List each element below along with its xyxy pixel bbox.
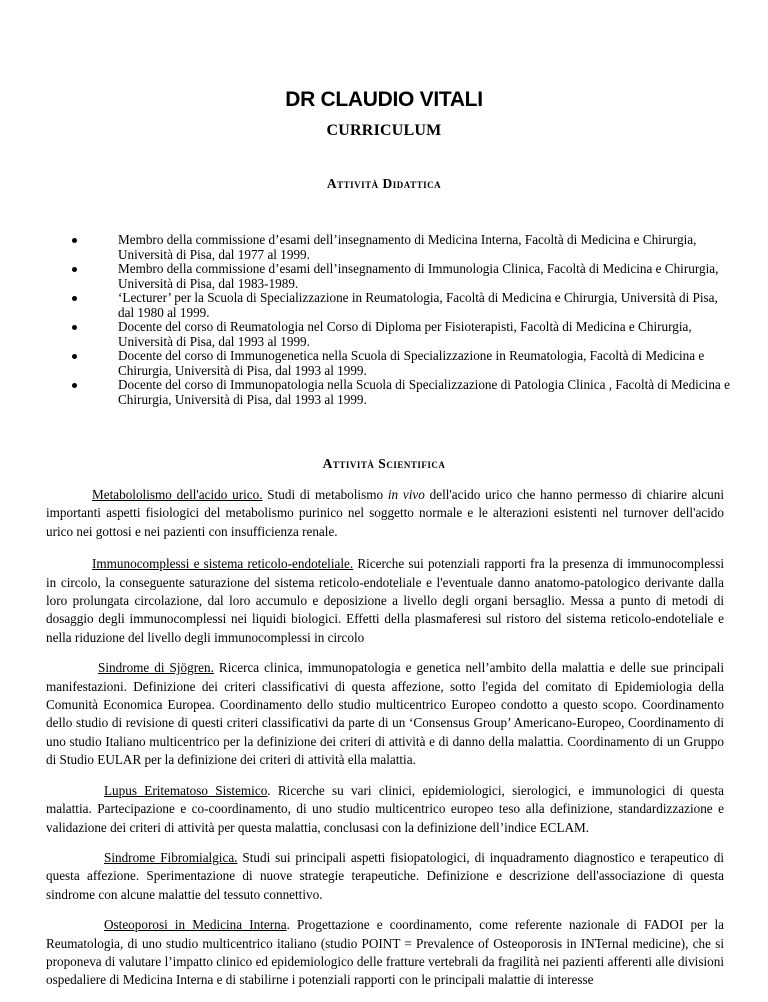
document-title: DR CLAUDIO VITALI (285, 88, 483, 111)
bullet-icon (72, 238, 77, 243)
list-item (72, 233, 732, 262)
paragraph-heading: Osteoporosi in Medicina Interna (104, 917, 287, 933)
bullet-icon (72, 354, 77, 359)
paragraph-text: Studi sui principali aspetti fisiopatologici, di inquadramento diagnostico e terapeutico di questa affezione. Sperimentazione di nuove strategie terapeutiche. Definizione e descrizione dell'associazione di questa sindrome con alcune malattie del tessuto connettivo. (46, 849, 724, 902)
paragraph-acido-urico (46, 486, 724, 541)
list-item-text: Docente del corso di Immunopatologia nella Scuola di Specializzazione di Patologia Clinica , Facoltà di Medicina e Chirurgia, Università di Pisa, dal 1993 al 1999. (118, 377, 730, 407)
paragraph-immunocomplessi (46, 555, 724, 647)
bullet-icon (72, 296, 77, 301)
paragraph-text: dell'acido urico che hanno permesso di chiarire alcuni importanti aspetti fisiologici del metabolismo purinico nel soggetto normale e le alterazioni esistenti nel turnover dell'acido urico nei gottosi e nei pazienti con insufficienza renale. (46, 487, 724, 539)
bullet-icon (72, 267, 77, 272)
paragraph-text: Ricerca clinica, immunopatologia e genetica nell’ambito della malattia e delle sue principali manifestazioni. Definizione dei criteri classificativi di questa affezione, sotto l'egida del comitato di Epidemiologia della Comunità Economica Europea. Coordinamento dello studio multicentrico Europeo condotto a questo scopo. Coordinamento dello studio di revisione di questi criteri classificativi da parte di un ‘Consensus Group’ Americano-Europeo, Coordinamento di uno studio Italiano multicentrico per la definizione dei criteri di attività e di danno della malattia. Coordinamento di un Gruppo di Studio EULAR per la definizione dei criteri di attività ella malattia. (46, 660, 724, 768)
paragraph-text: Ricerche sui potenziali rapporti fra la presenza di immunocomplessi in circolo, la conseguente saturazione del sistema reticolo-endoteliale e l'eventuale danno anatomo-patologico derivante dalla loro prolungata circolazione, dal loro accumulo e deposizione a livello degli organi bersaglio. Messa a punto di metodi di dosaggio degli immunocomplessi nei liquidi biologici. Effetti della plasmaferesi sul ristoro del sistema reticolo-endoteliale e nella riduzione del livello degli immunocomplessi in circolo (46, 556, 724, 645)
list-item-text: Docente del corso di Reumatologia nel Corso di Diploma per Fisioterapisti, Facoltà di Medicina e Chirurgia, Università di Pisa, dal 1993 al 1999. (118, 319, 692, 349)
paragraph-text: . Ricerche su vari clinici, epidemiologici, sierologici, e immunologici di questa malattia. Partecipazione e co-coordinamento, di uno studio multicentrico europeo teso alla definizione, standardizzazione e validazione dei criteri di attività per questa malattia, conclusasi con la definizione dell’indice ECLAM. (46, 782, 724, 835)
section-heading-didattica: Attività Didattica (326, 176, 442, 191)
paragraph-heading: Sindrome di Sjögren. (98, 660, 214, 676)
list-item (72, 320, 732, 349)
document-subtitle: CURRICULUM (326, 122, 442, 139)
paragraph-fibromialgica (46, 849, 724, 904)
scientifica-body (46, 486, 724, 1002)
list-item-text: ‘Lecturer’ per la Scuola di Specializzazione in Reumatologia, Facoltà di Medicina e Chirurgia, Università di Pisa, dal 1980 al 1999. (118, 290, 718, 320)
bullet-icon (72, 383, 77, 388)
paragraph-osteoporosi (46, 916, 724, 990)
paragraph-heading: Lupus Eritematoso Sistemico (104, 782, 268, 798)
paragraph-text: . Progettazione e coordinamento, come referente nazionale di FADOI per la Reumatologia, di uno studio multicentrico italiano (studio POINT = Prevalence of Osteoporosis in INTernal medicine), che si proponeva di valutare l’impatto clinico ed epidemiologico delle fratture vertebrali da fragilità nei pazienti afferenti alle divisioni ospedaliere di Medicina Interna e di stabilirne i potenziali rapporti con le principali malattie di interesse (46, 917, 724, 988)
list-item (72, 378, 732, 407)
list-item-text: Docente del corso di Immunogenetica nella Scuola di Specializzazione in Reumatologia, Facoltà di Medicina e Chirurgia, Università di Pisa, dal 1993 al 1999. (118, 348, 705, 378)
list-item-text: Membro della commissione d’esami dell’insegnamento di Immunologia Clinica, Facoltà di Medicina e Chirurgia, Università di Pisa, dal 1983-1989. (118, 261, 719, 291)
section-heading-scientifica: Attività Scientifica (322, 456, 446, 471)
paragraph-heading: Immunocomplessi e sistema reticolo-endoteliale. (92, 556, 354, 572)
list-item-text: Membro della commissione d’esami dell’insegnamento di Medicina Interna, Facoltà di Medicina e Chirurgia, Università di Pisa, dal 1977 al 1999. (118, 232, 697, 262)
paragraph-lupus (46, 782, 724, 837)
paragraph-heading: Sindrome Fibromialgica. (104, 849, 238, 865)
didattica-list (72, 233, 732, 407)
list-item (72, 349, 732, 378)
paragraph-italic: in vivo (387, 487, 425, 502)
list-item (72, 291, 732, 320)
paragraph-sjogren (46, 659, 724, 769)
list-item (72, 262, 732, 291)
paragraph-text: Studi di metabolismo (262, 487, 388, 502)
paragraph-heading: Metabololismo dell'acido urico. (92, 487, 263, 502)
bullet-icon (72, 325, 77, 330)
